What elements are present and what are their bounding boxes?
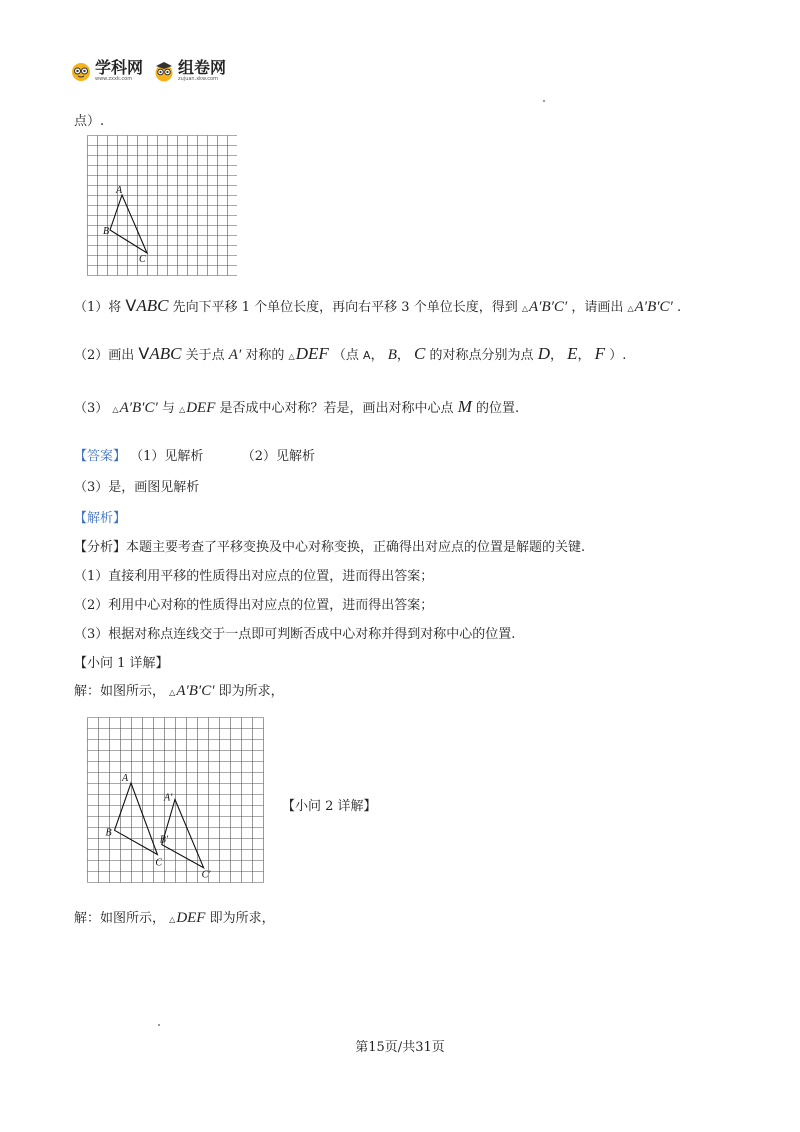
stray-dot-2 [158, 1024, 160, 1026]
q1-end: . [676, 300, 682, 315]
q2-text3: （点 [332, 348, 359, 363]
label-b: B [105, 827, 112, 839]
fenxi-l2: （2）利用中心对称的性质得出对应点的位置，进而得出答案； [74, 598, 434, 613]
q3-text2: 是否成中心对称？若是，画出对称中心点 [219, 401, 454, 416]
sub2-solution [74, 907, 275, 927]
q1-num: （1）将 [74, 300, 122, 315]
owl-graduate-icon [153, 60, 175, 82]
sub2-sol-prefix: 解：如图所示， [74, 911, 166, 926]
q1-tri-abc [125, 296, 168, 315]
figure-grid-translated [87, 717, 265, 885]
sub1-solution [74, 680, 284, 700]
q2-end: ）. [609, 348, 627, 363]
figure-grid-original [87, 135, 237, 278]
sub2-heading: 【小问 2 详解】 [282, 799, 377, 814]
label-c: C [139, 254, 146, 265]
label-b: B [103, 226, 110, 237]
q2-num: （2）画出 [74, 348, 135, 363]
fenxi-line [74, 536, 585, 555]
triangle-abc [115, 783, 158, 855]
q1-tri-a2 [627, 299, 672, 315]
label-a-prime: A′ [164, 792, 173, 804]
brand2-name: 组卷网 [178, 58, 227, 77]
q3-point: M [457, 397, 472, 416]
answer-line-1 [74, 445, 315, 464]
sub1-tri-text: A′B′C′ [176, 683, 215, 699]
header-logo [70, 60, 226, 82]
label-b-prime: B′ [159, 834, 169, 846]
q2-sep2: ， [396, 348, 410, 363]
triangle-icon: V [125, 296, 137, 315]
brand-zxxk [70, 60, 143, 82]
sub1-sol-prefix: 解：如图所示， [74, 684, 166, 699]
q2-text4: 的对称点分别为点 [429, 348, 534, 363]
fenxi-label: 【分析】 [74, 540, 127, 555]
triangle-icon: △ [179, 405, 186, 414]
q3-tri-def-text: DEF [186, 400, 216, 416]
q1-text2: ，请画出 [571, 300, 624, 315]
brand-zujuan [153, 60, 226, 82]
triangle-icon: V [138, 344, 150, 363]
q2-pB: B [387, 347, 397, 363]
sub1-heading: 【小问 1 详解】 [74, 656, 169, 671]
sub2-tri-text: DEF [176, 910, 206, 926]
triangle-icon: △ [169, 915, 176, 924]
q2-pD: D [537, 344, 550, 363]
q3-tri-a [112, 400, 157, 416]
analysis-label: 【解析】 [74, 511, 127, 526]
q1-text1: 先向下平移 1 个单位长度，再向右平移 3 个单位长度，得到 [172, 300, 518, 315]
q2-point: A′ [228, 347, 242, 363]
q2-tri-def [289, 344, 329, 363]
q2-tri-abc-text: ABC [149, 344, 182, 363]
q1-tri-a2-text: A′B′C′ [634, 299, 673, 315]
triangle-icon: △ [288, 352, 295, 361]
question-1 [74, 296, 681, 316]
q2-pE: E [567, 344, 578, 363]
triangle-icon: △ [112, 405, 119, 414]
label-a: A [122, 773, 129, 784]
question-2 [74, 344, 626, 364]
grid-lines [88, 136, 238, 276]
sub2-tri [169, 910, 205, 926]
owl-icon [70, 60, 92, 82]
brand1-url: www.zxxk.com [95, 76, 133, 82]
triangle-abc [110, 195, 147, 253]
page-footer: 第15页/共31页 [355, 1040, 445, 1055]
sub1-sol-suffix: 即为所求， [218, 684, 284, 699]
q2-sep1: ， [370, 348, 384, 363]
sub1-tri [169, 683, 214, 699]
question-3 [74, 397, 519, 417]
q2-sep4: ， [577, 348, 591, 363]
q3-tri-a-text: A′B′C′ [119, 400, 158, 416]
q2-pA: A [363, 349, 371, 362]
answer-p1: （1）见解析 [130, 449, 204, 464]
q2-pF: F [594, 344, 606, 363]
q3-tri-def [179, 400, 215, 416]
brand1-name: 学科网 [95, 58, 144, 77]
answer-label: 【答案】 [74, 449, 127, 464]
q2-text1: 关于点 [185, 348, 225, 363]
triangle-icon: △ [627, 304, 634, 313]
fenxi-text: 本题主要考查了平移变换及中心对称变换，正确得出对应点的位置是解题的关键. [126, 540, 586, 555]
label-a: A [116, 185, 123, 196]
triangle-icon: △ [169, 688, 176, 697]
answer-p2: （2）见解析 [241, 449, 315, 464]
q3-text3: 的位置. [476, 401, 520, 416]
q2-pC: C [414, 344, 426, 363]
q3-text1: 与 [161, 401, 175, 416]
stray-dot [543, 100, 545, 102]
q1-tri-abc-text: ABC [136, 296, 169, 315]
fenxi-l1: （1）直接利用平移的性质得出对应点的位置，进而得出答案； [74, 569, 434, 584]
label-c: C [155, 857, 163, 869]
brand2-url: zujuan.xkw.com [178, 76, 218, 82]
q1-tri-a1 [522, 299, 567, 315]
sub2-sol-suffix: 即为所求， [209, 911, 275, 926]
q1-tri-a1-text: A′B′C′ [529, 299, 568, 315]
q3-num: （3） [74, 401, 109, 416]
triangle-icon: △ [521, 304, 528, 313]
q2-text2: 对称的 [245, 348, 285, 363]
intro-tail: 点）. [74, 114, 105, 129]
answer-p3: （3）是，画图见解析 [74, 480, 200, 495]
fenxi-l3: （3）根据对称点连线交于一点即可判断否成中心对称并得到对称中心的位置. [74, 627, 516, 642]
q2-tri-def-text: DEF [295, 344, 329, 363]
q2-sep3: ， [549, 348, 563, 363]
q2-tri-abc [138, 344, 181, 363]
label-c-prime: C′ [201, 869, 211, 881]
